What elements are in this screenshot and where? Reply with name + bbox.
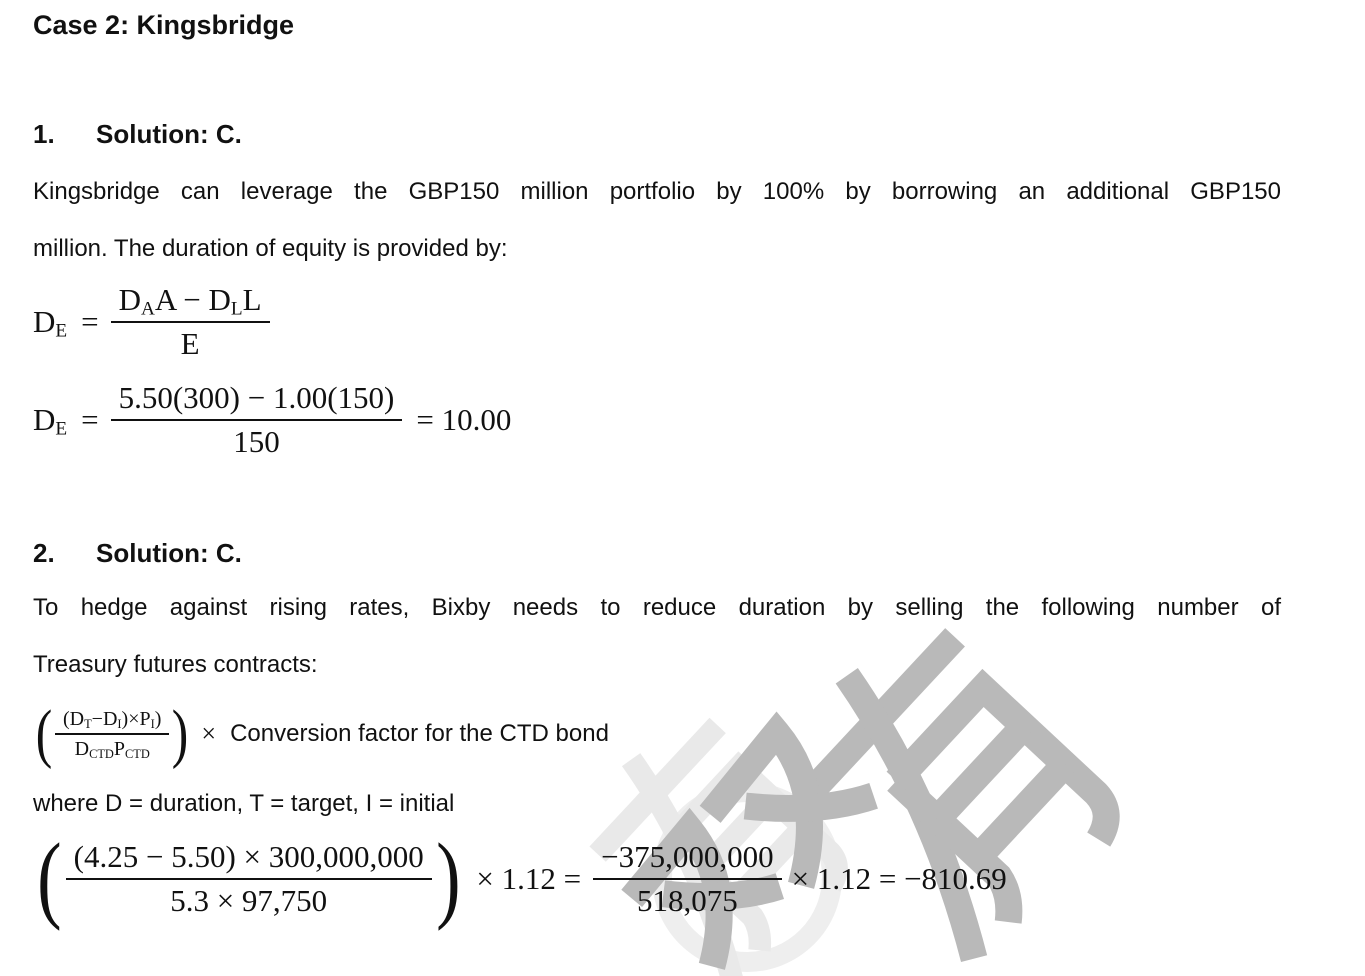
formula4-result: × 1.12 = −810.69 bbox=[791, 860, 1007, 896]
where-clause: where D = duration, T = target, I = initial bbox=[33, 790, 455, 818]
solution-1-number: 1. bbox=[33, 119, 55, 149]
formula1-equals-sign: = bbox=[81, 304, 99, 339]
formula4-numerator-2: −375,000,000 bbox=[601, 838, 774, 874]
paragraph-1-line-1: Kingsbridge can leverage the GBP150 million portfolio by 100% by borrowing an additional GBP150 bbox=[33, 178, 1281, 205]
paragraph-2-line-2: Treasury futures contracts: bbox=[33, 651, 318, 678]
formula2-result: = 10.00 bbox=[416, 402, 512, 437]
solution-2-label: Solution: C. bbox=[96, 538, 242, 568]
formula2-denominator: 150 bbox=[111, 419, 403, 461]
formula-futures-contracts-general bbox=[33, 697, 1281, 770]
formula4-fraction-1 bbox=[66, 838, 432, 920]
formula-duration-of-equity-general bbox=[33, 281, 1281, 363]
formula4-paren-open: ( bbox=[37, 824, 62, 933]
formula4-fraction-2 bbox=[593, 838, 781, 920]
formula2-fraction bbox=[111, 379, 403, 461]
formula-futures-contracts-numeric bbox=[33, 824, 1281, 933]
formula3-conversion-text: Conversion factor for the CTD bond bbox=[230, 720, 609, 748]
formula3-paren-close: ) bbox=[172, 697, 189, 770]
solution-1-heading bbox=[33, 118, 1281, 150]
formula1-lhs: $D_E$ bbox=[33, 304, 68, 342]
solution-2-heading bbox=[33, 537, 1281, 569]
formula4-numerator-1: (4.25 − 5.50) × 300,000,000 bbox=[73, 838, 424, 874]
formula2-numerator: 5.50(300) − 1.00(150) bbox=[118, 380, 395, 415]
formula3-times-sign: × bbox=[201, 719, 217, 749]
case-heading: Case 2: Kingsbridge bbox=[33, 10, 295, 40]
formula2-lhs: $D_E$ bbox=[33, 402, 68, 440]
formula3-fraction bbox=[55, 707, 169, 761]
paragraph-2-line-1: To hedge against rising rates, Bixby needs to reduce duration by selling the following number of bbox=[33, 594, 1281, 621]
formula3-denominator: $D_{CTD}P_{CTD}$ bbox=[55, 733, 169, 761]
formula1-numerator: $D_AA - D_LL$ bbox=[118, 282, 262, 320]
paragraph-1-line-2: million. The duration of equity is provided by: bbox=[33, 235, 508, 262]
formula4-denominator-1: 5.3 × 97,750 bbox=[66, 878, 432, 920]
formula1-denominator: E bbox=[111, 321, 270, 363]
formula4-denominator-2: 518,075 bbox=[593, 878, 781, 920]
solution-2-number: 2. bbox=[33, 538, 55, 568]
formula-duration-of-equity-numeric bbox=[33, 379, 1281, 461]
formula3-numerator: $(D_T-D_I)\times P_I$) bbox=[62, 708, 162, 732]
solution-1-label: Solution: C. bbox=[96, 119, 242, 149]
formula1-fraction bbox=[111, 281, 270, 363]
formula4-paren-close: ) bbox=[435, 824, 461, 933]
formula4-times-equals: × 1.12 = bbox=[476, 860, 582, 896]
formula3-paren-open: ( bbox=[35, 697, 53, 770]
formula2-equals-sign: = bbox=[81, 402, 99, 437]
